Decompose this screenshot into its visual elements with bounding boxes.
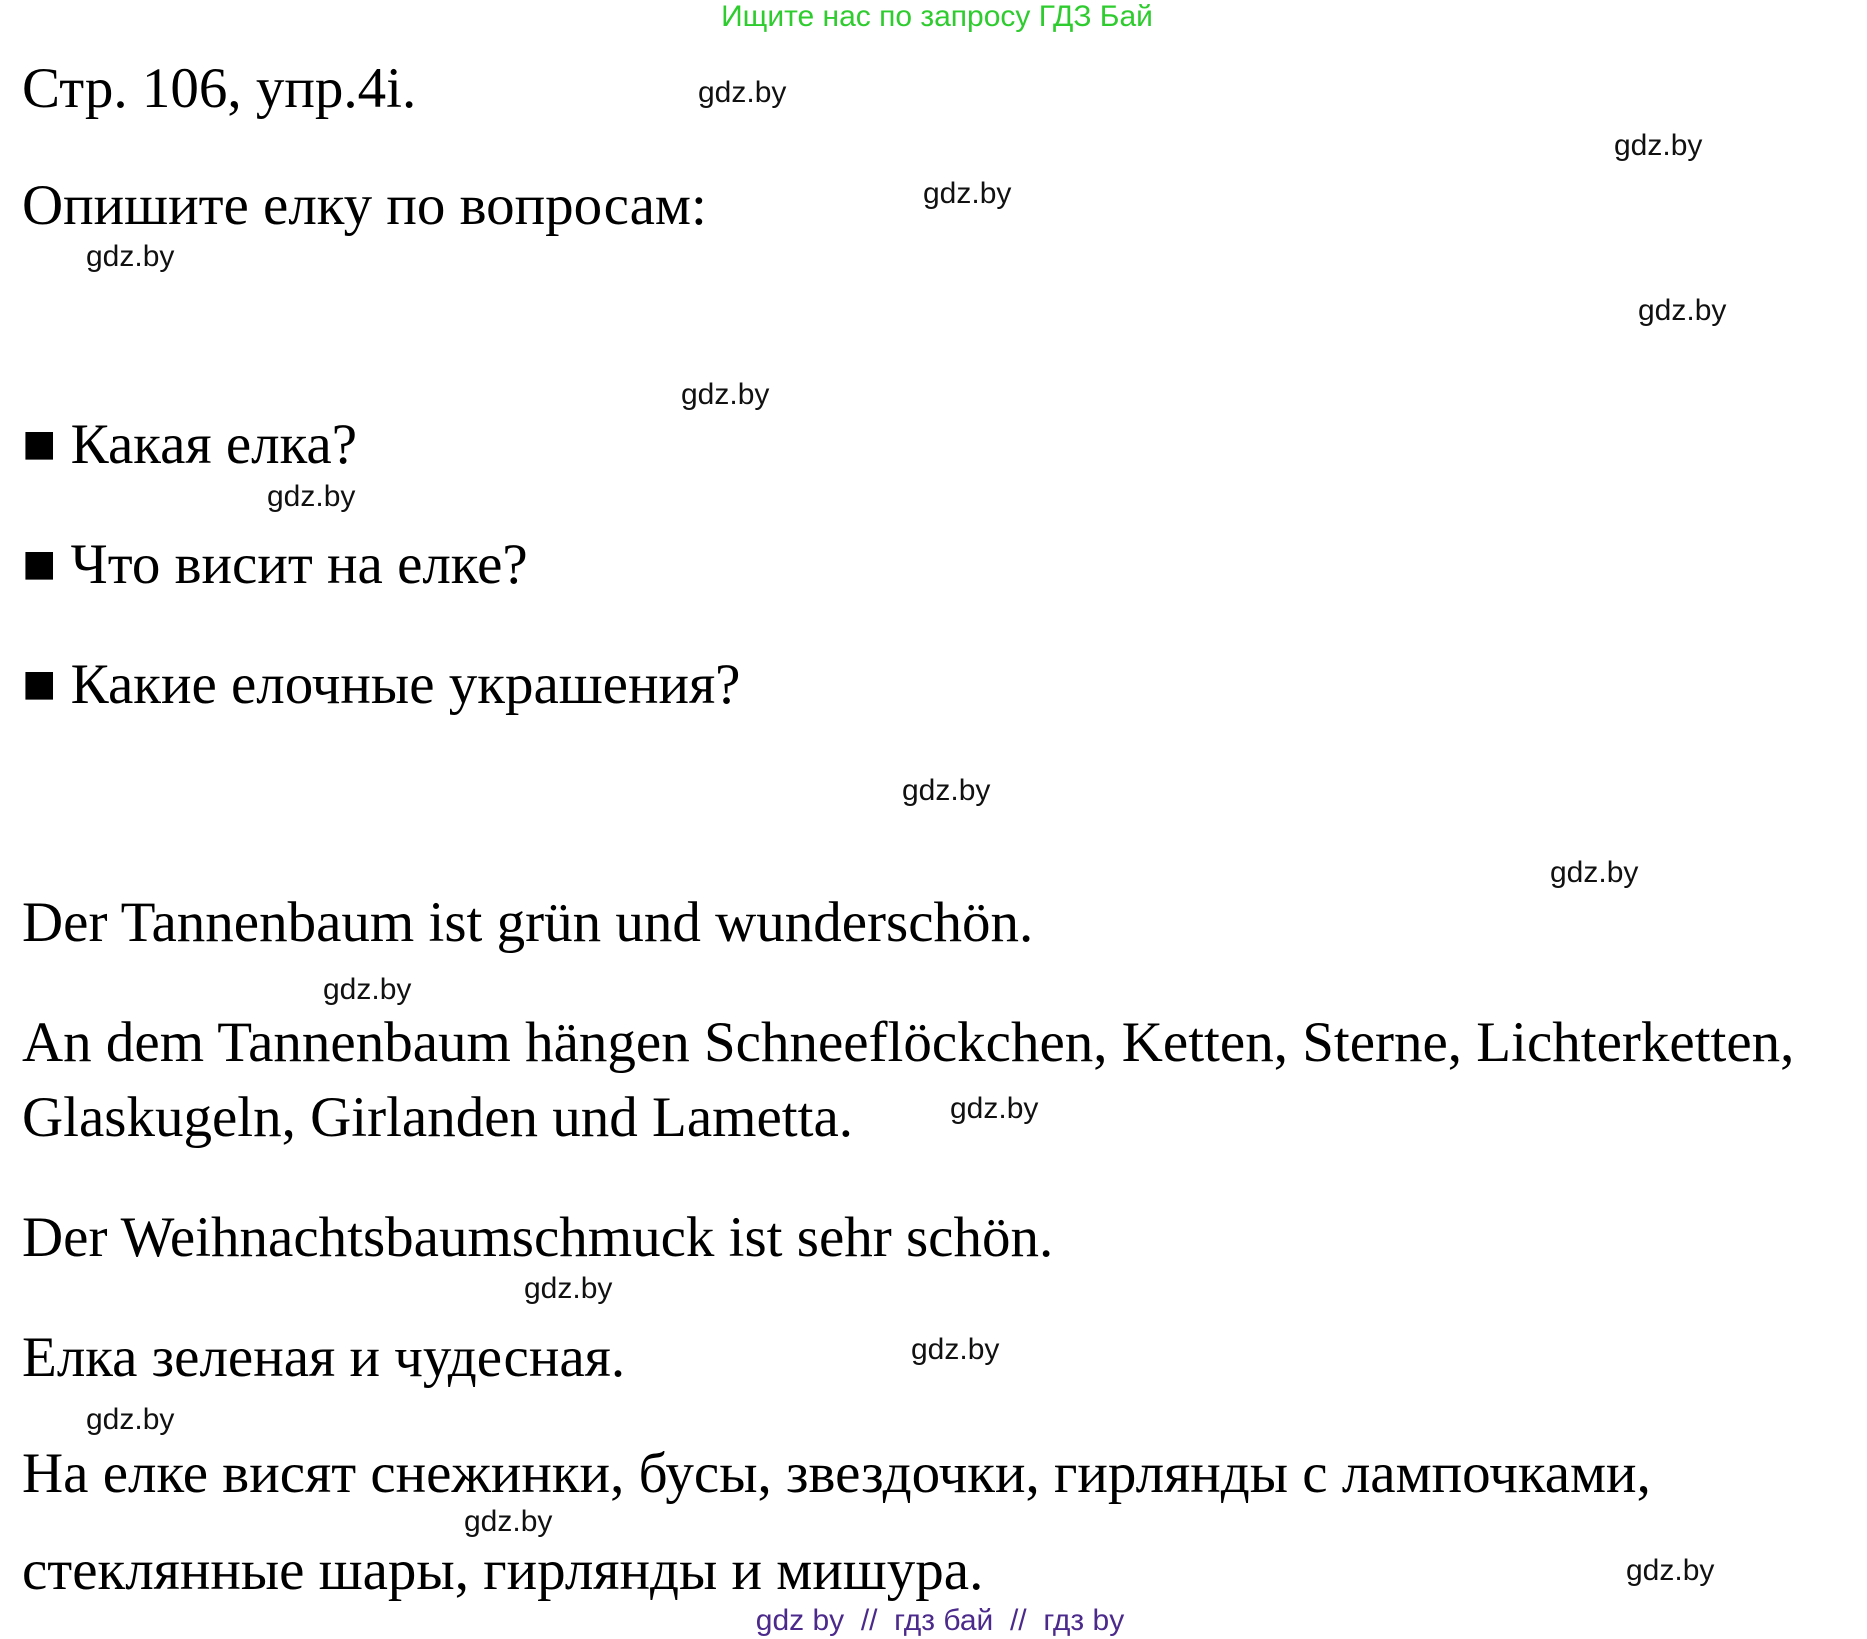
answer-de-line: Der Tannenbaum ist grün und wunderschön. — [22, 891, 1034, 954]
watermark: gdz.by — [681, 378, 770, 411]
answer-ru-line: стеклянные шары, гирлянды и мишура. — [22, 1539, 984, 1602]
watermark: gdz.by — [902, 774, 991, 807]
question-item: ■ Какая елка? — [22, 413, 358, 476]
header-banner: Ищите нас по запросу ГДЗ Бай — [721, 0, 1153, 33]
watermark: gdz.by — [464, 1505, 553, 1538]
watermark: gdz.by — [1614, 129, 1703, 162]
watermark: gdz.by — [698, 76, 787, 109]
watermark: gdz.by — [1638, 294, 1727, 327]
watermark: gdz.by — [923, 177, 1012, 210]
watermark: gdz.by — [1550, 856, 1639, 889]
question-item: ■ Какие елочные украшения? — [22, 653, 741, 716]
answer-de-line: Der Weihnachtsbaumschmuck ist sehr schön. — [22, 1206, 1054, 1269]
footer-links: gdz by // гдз бай // гдз by — [755, 1604, 1125, 1637]
question-item: ■ Что висит на елке? — [22, 533, 528, 596]
watermark: gdz.by — [950, 1092, 1039, 1125]
watermark: gdz.by — [524, 1272, 613, 1305]
answer-de-line: An dem Tannenbaum hängen Schneeflöckchen, Ketten, Sterne, Lichterketten, — [22, 1011, 1795, 1074]
answer-ru-line: На елке висят снежинки, бусы, звездочки, гирлянды с лампочками, — [22, 1442, 1651, 1505]
answer-ru-line: Елка зеленая и чудесная. — [22, 1326, 626, 1389]
watermark: gdz.by — [86, 1403, 175, 1436]
watermark: gdz.by — [911, 1333, 1000, 1366]
watermark: gdz.by — [323, 973, 412, 1006]
exercise-title: Стр. 106, упр.4i. — [22, 57, 417, 120]
watermark: gdz.by — [86, 240, 175, 273]
watermark: gdz.by — [1626, 1554, 1715, 1587]
task-text: Опишите елку по вопросам: — [22, 174, 707, 237]
answer-de-line: Glaskugeln, Girlanden und Lametta. — [22, 1086, 854, 1149]
watermark: gdz.by — [267, 480, 356, 513]
